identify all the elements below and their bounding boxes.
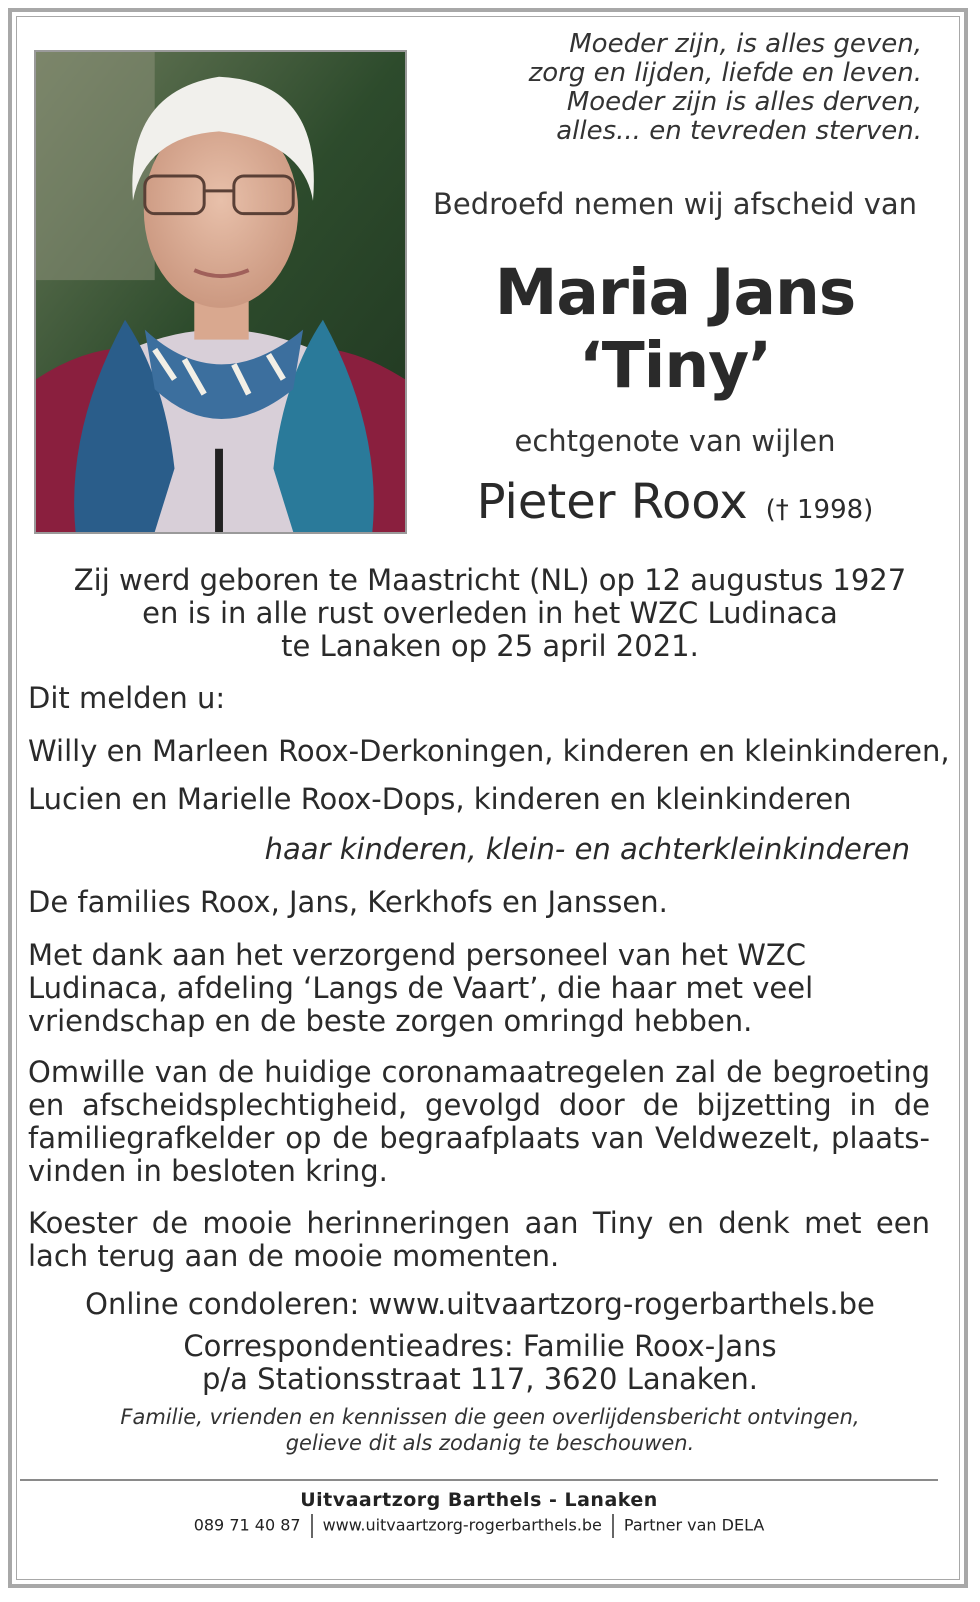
name-nickname: ‘Tiny’: [578, 329, 772, 402]
poem-line: Moeder zijn, is alles geven,: [569, 29, 922, 59]
birth-line: te Lanaken op 25 april 2021.: [281, 629, 699, 663]
funeral-home-name: Uitvaartzorg Barthels - Lanaken: [300, 1489, 658, 1511]
portrait-photo: [34, 50, 407, 534]
birth-death-info: [30, 564, 950, 663]
spouse-name: Pieter Roox: [476, 474, 748, 530]
poem: [482, 30, 922, 146]
birth-line: Zij werd geboren te Maastricht (NL) op 12 augustus 1927: [73, 563, 907, 597]
footer-contact: [20, 1514, 938, 1538]
deceased-name: [410, 256, 940, 402]
corona-text: Omwille van de huidige coronamaatregelen zal de begroeting en afscheidsplechtigheid, gevolgd door de bijzetting in de familiegrafkelder op de begraafplaats van Veldwezelt, plaats-vinden in besloten kring.: [28, 1055, 930, 1188]
poem-line: alles... en tevreden sterven.: [556, 116, 922, 146]
spouse-line: [420, 474, 930, 530]
footer-partner: Partner van DELA: [623, 1515, 765, 1535]
families-text: De families Roox, Jans, Kerkhofs en Janssen.: [28, 885, 668, 919]
note-line: gelieve dit als zodanig te beschouwen.: [285, 1431, 695, 1455]
footer-website: www.uitvaartzorg-rogerbarthels.be: [322, 1515, 602, 1535]
footer-separator: [311, 1514, 313, 1538]
announce-text: Dit melden u:: [28, 681, 226, 715]
footer-separator: [612, 1514, 614, 1538]
spouse-death: († 1998): [765, 495, 874, 525]
intro-text: Bedroefd nemen wij afscheid van: [432, 187, 918, 221]
online-condolence: Online condoleren: www.uitvaartzorg-rogerbarthels.be: [85, 1287, 875, 1321]
birth-line: en is in alle rust overleden in het WZC Ludinaca: [142, 596, 838, 630]
name-line-1: Maria Jans: [494, 256, 856, 329]
grandchildren-text: haar kinderen, klein- en achterkleinkinderen: [264, 832, 910, 866]
family-line: Lucien en Marielle Roox-Dops, kinderen en kleinkinderen: [28, 782, 852, 816]
correspondence-address: [30, 1330, 930, 1396]
note-line: Familie, vrienden en kennissen die geen overlijdensbericht ontvingen,: [120, 1405, 860, 1429]
memories-text: Koester de mooie herinneringen aan Tiny en denk met een lach terug aan de mooie momenten.: [28, 1206, 930, 1273]
poem-line: zorg en lijden, liefde en leven.: [528, 58, 922, 88]
address-line: Correspondentieadres: Familie Roox-Jans: [183, 1329, 777, 1363]
family-line: Willy en Marleen Roox-Derkoningen, kinderen en kleinkinderen,: [28, 734, 950, 768]
footer-divider: [20, 1479, 938, 1481]
poem-line: Moeder zijn is alles derven,: [566, 87, 922, 117]
notice-note: [40, 1404, 940, 1456]
address-line: p/a Stationsstraat 117, 3620 Lanaken.: [202, 1362, 758, 1396]
footer-phone: 089 71 40 87: [193, 1515, 301, 1535]
thanks-text: Met dank aan het verzorgend personeel van het WZC Ludinaca, afdeling ‘Langs de Vaart’, die haar met veel vriendschap en de beste zorgen omringd hebben.: [28, 938, 814, 1038]
spouse-label: echtgenote van wijlen: [514, 424, 836, 458]
